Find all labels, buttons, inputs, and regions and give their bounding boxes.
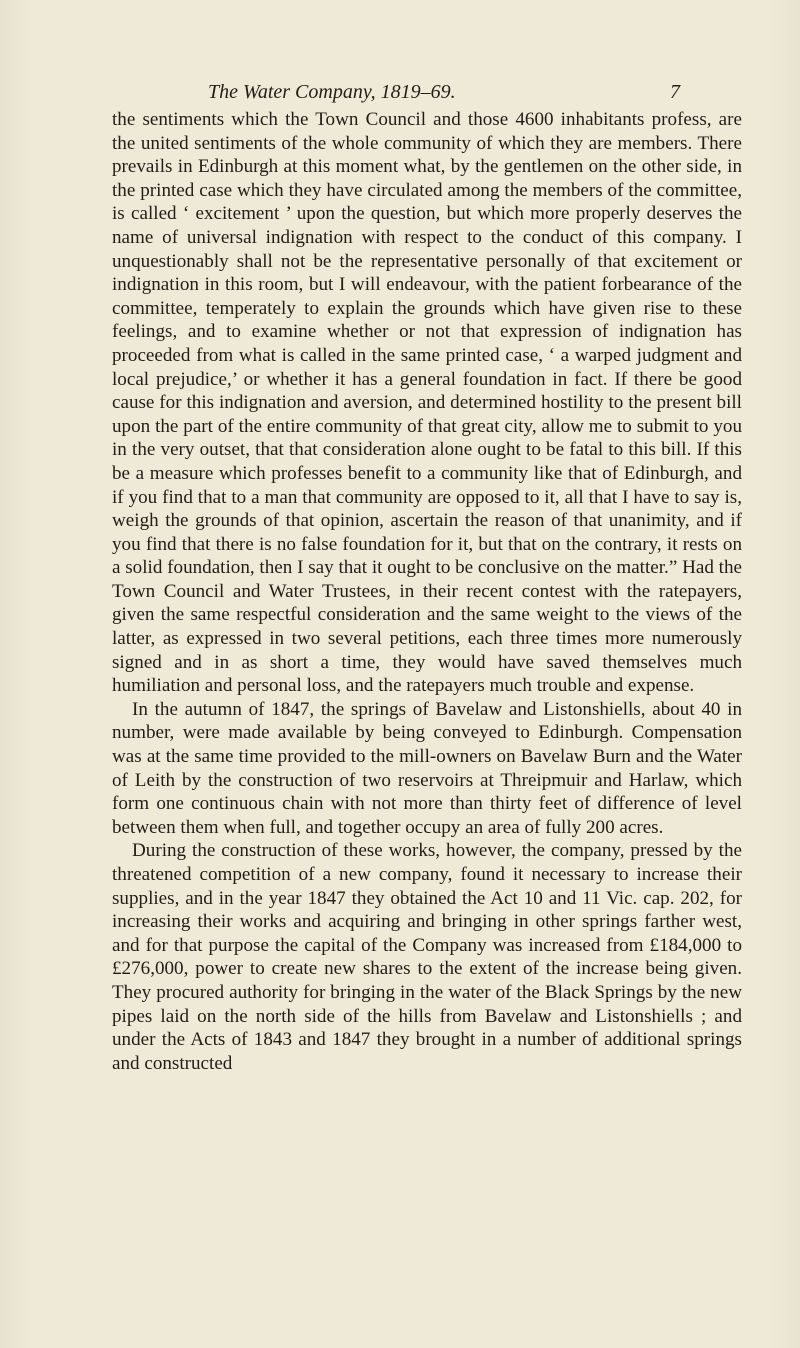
body-text	[112, 108, 742, 1075]
page-number: 7	[670, 81, 680, 103]
running-title: The Water Company, 1819–69.	[208, 81, 456, 103]
paragraph-bavelaw-springs: In the autumn of 1847, the springs of Bavelaw and Listonshiells, about 40 in number, were made available by being conveyed to Edinburgh. Compensation was at the same time provided to the mill-owners on Bavelaw Burn and the Water of Leith by the construction of two reservoirs at Threipmuir and Harlaw, which form one continuous chain with not more than thirty feet of difference of level between them when full, and together occupy an area of fully 200 acres.	[112, 698, 742, 838]
paragraph-quote-continuation: the sentiments which the Town Council and those 4600 inhabitants profess, are the united sentiments of the whole community of which they are members. There prevails in Edinburgh at this moment what, by the gentlemen on the other side, in the printed case which they have circulated among the members of the committee, is called ‘ excitement ’ upon the question, but which more properly deserves the name of universal indignation with respect to the conduct of this company. I unquestionably shall not be the representative personally of that excitement or indignation in this room, but I will endeavour, with the patient forbearance of the committee, temperately to explain the grounds which have given rise to these feelings, and to examine whether or not that expression of indignation has proceeded from what is called in the same printed case, ‘ a warped judgment and local prejudice,’ or whether it has a general foundation in fact. If there be good cause for this indignation and aversion, and determined hostility to the present bill upon the part of the entire community of that great city, allow me to submit to you in the very outset, that that consideration alone ought to be fatal to this bill. If this be a measure which professes benefit to a community like that of Edinburgh, and if you find that to a man that community are opposed to it, all that I have to say is, weigh the grounds of that opinion, ascertain the reason of that unanimity, and if you find that there is no false foundation for it, but that on the contrary, it rests on a solid foundation, then I say that it ought to be conclusive on the matter.” Had the Town Council and Water Trustees, in their recent contest with the ratepayers, given the same respectful consideration and the same weight to the views of the latter, as expressed in two several petitions, each three times more numerously signed and in as short a time, they would have saved themselves much humiliation and personal loss, and the ratepayers much trouble and expense.	[112, 109, 742, 697]
paragraph-act-1847: During the construction of these works, however, the company, pressed by the threatened competition of a new company, found it necessary to increase their supplies, and in the year 1847 they obtained the Act 10 and 11 Vic. cap. 202, for increasing their works and acquiring and bringing in other springs farther west, and for that purpose the capital of the Company was increased from £184,000 to £276,000, power to create new shares to the extent of the increase being given. They procured authority for bringing in the water of the Black Springs by the new pipes laid on the north side of the hills from Bavelaw and Listonshiells ; and under the Acts of 1843 and 1847 they brought in a number of additional springs and constructed	[112, 840, 742, 1074]
page-header	[208, 78, 680, 106]
